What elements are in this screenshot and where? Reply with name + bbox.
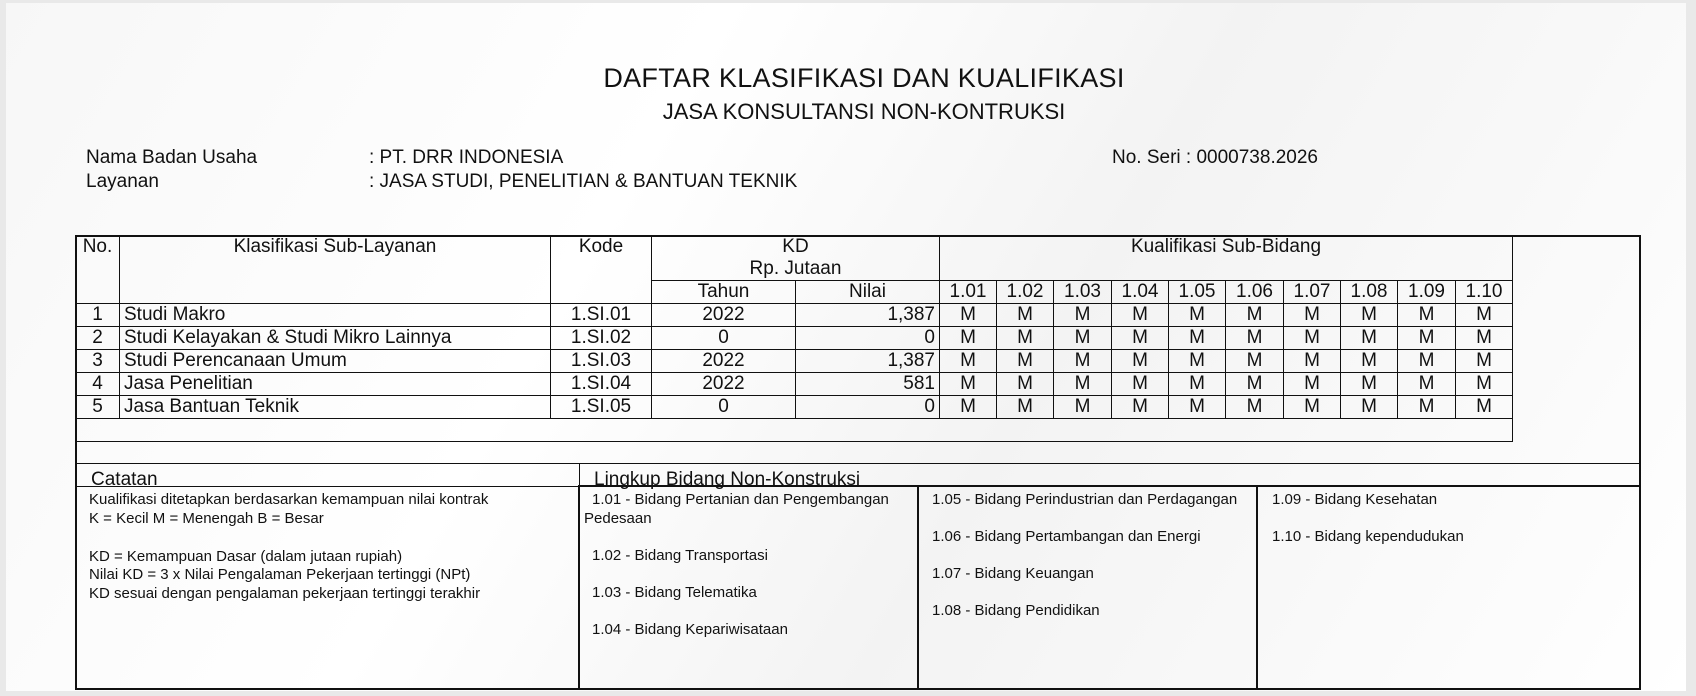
header-nilai: Nilai	[796, 281, 940, 304]
row-klasifikasi: Jasa Penelitian	[120, 373, 551, 396]
header-subbidang-code: 1.09	[1398, 281, 1456, 304]
table-row	[76, 327, 1513, 350]
row-kualifikasi: M	[1169, 373, 1226, 396]
header-subbidang-code: 1.03	[1054, 281, 1112, 304]
header-subbidang-code: 1.02	[997, 281, 1054, 304]
lingkup-item: 1.05 - Bidang Perindustrian dan Perdagangan	[932, 491, 1238, 508]
row-nilai: 1,387	[796, 350, 940, 373]
row-kualifikasi: M	[1398, 304, 1456, 327]
table-row	[76, 350, 1513, 373]
row-kualifikasi: M	[940, 304, 997, 327]
row-kualifikasi: M	[940, 327, 997, 350]
row-kualifikasi: M	[1112, 304, 1169, 327]
row-kualifikasi: M	[1169, 304, 1226, 327]
table-row	[76, 396, 1513, 419]
row-kualifikasi: M	[1341, 304, 1398, 327]
layanan-label: Layanan	[86, 171, 159, 192]
row-kualifikasi: M	[1456, 327, 1513, 350]
row-kode: 1.SI.02	[551, 327, 652, 350]
row-kode: 1.SI.04	[551, 373, 652, 396]
header-subbidang-code: 1.01	[940, 281, 997, 304]
catatan-title: Catatan	[91, 469, 158, 490]
lingkup-item: 1.07 - Bidang Keuangan	[932, 565, 1094, 582]
row-kode: 1.SI.05	[551, 396, 652, 419]
lingkup-item: 1.01 - Bidang Pertanian dan Pengembangan	[592, 491, 889, 508]
row-klasifikasi: Studi Perencanaan Umum	[120, 350, 551, 373]
row-kualifikasi: M	[1054, 373, 1112, 396]
header-kd-unit: Rp. Jutaan	[652, 258, 940, 281]
row-kualifikasi: M	[1398, 373, 1456, 396]
row-kualifikasi: M	[1456, 350, 1513, 373]
spacer-row	[76, 419, 1513, 442]
row-kualifikasi: M	[1112, 350, 1169, 373]
row-tahun: 2022	[652, 350, 796, 373]
row-nilai: 1,387	[796, 304, 940, 327]
row-kualifikasi: M	[1112, 327, 1169, 350]
lingkup-item: 1.06 - Bidang Pertambangan dan Energi	[932, 528, 1201, 545]
lingkup-col3-box	[1256, 485, 1641, 690]
row-klasifikasi: Studi Kelayakan & Studi Mikro Lainnya	[120, 327, 551, 350]
header-klasifikasi: Klasifikasi Sub-Layanan	[120, 236, 551, 304]
row-kualifikasi: M	[1112, 373, 1169, 396]
table-row	[76, 373, 1513, 396]
row-number: 3	[76, 350, 120, 373]
row-tahun: 2022	[652, 373, 796, 396]
header-kualifikasi: Kualifikasi Sub-Bidang	[940, 236, 1513, 281]
row-kualifikasi: M	[1169, 327, 1226, 350]
header-tahun: Tahun	[652, 281, 796, 304]
row-kualifikasi: M	[1226, 327, 1284, 350]
header-no: No.	[76, 236, 120, 304]
row-kualifikasi: M	[1398, 350, 1456, 373]
notes-section	[75, 463, 1641, 690]
row-kualifikasi: M	[1341, 373, 1398, 396]
header-kode: Kode	[551, 236, 652, 304]
row-kode: 1.SI.03	[551, 350, 652, 373]
row-klasifikasi: Studi Makro	[120, 304, 551, 327]
row-kualifikasi: M	[940, 373, 997, 396]
nama-badan-usaha-value: : PT. DRR INDONESIA	[369, 147, 564, 168]
lingkup-col2-box	[917, 485, 1258, 690]
row-kualifikasi: M	[1456, 373, 1513, 396]
nama-badan-usaha-label: Nama Badan Usaha	[86, 147, 258, 168]
row-nilai: 581	[796, 373, 940, 396]
catatan-line: K = Kecil M = Menengah B = Besar	[89, 510, 324, 527]
lingkup-item: 1.02 - Bidang Transportasi	[592, 547, 768, 564]
row-kualifikasi: M	[1054, 304, 1112, 327]
catatan-line: KD = Kemampuan Dasar (dalam jutaan rupiah)	[89, 548, 403, 565]
row-kualifikasi: M	[997, 327, 1054, 350]
lingkup-item: 1.04 - Bidang Kepariwisataan	[592, 621, 788, 638]
lingkup-item: Pedesaan	[584, 510, 652, 527]
row-nilai: 0	[796, 396, 940, 419]
lingkup-item: 1.09 - Bidang Kesehatan	[1272, 491, 1438, 508]
row-kualifikasi: M	[997, 304, 1054, 327]
row-kode: 1.SI.01	[551, 304, 652, 327]
nomor-seri: No. Seri : 0000738.2026	[1112, 147, 1318, 168]
row-kualifikasi: M	[997, 350, 1054, 373]
header-subbidang-code: 1.04	[1112, 281, 1169, 304]
row-kualifikasi: M	[1284, 327, 1341, 350]
document-title: DAFTAR KLASIFIKASI DAN KUALIFIKASI	[603, 63, 1125, 93]
row-kualifikasi: M	[1054, 327, 1112, 350]
row-number: 2	[76, 327, 120, 350]
row-tahun: 0	[652, 327, 796, 350]
lingkup-item: 1.08 - Bidang Pendidikan	[932, 602, 1100, 619]
row-number: 5	[76, 396, 120, 419]
classification-table	[75, 235, 1513, 442]
row-kualifikasi: M	[1169, 396, 1226, 419]
catatan-line: Nilai KD = 3 x Nilai Pengalaman Pekerjaan tertinggi (NPt)	[89, 566, 471, 583]
row-kualifikasi: M	[1226, 396, 1284, 419]
row-tahun: 2022	[652, 304, 796, 327]
row-kualifikasi: M	[1398, 327, 1456, 350]
header-subbidang-code: 1.06	[1226, 281, 1284, 304]
layanan-value: : JASA STUDI, PENELITIAN & BANTUAN TEKNIK	[369, 171, 798, 192]
row-kualifikasi: M	[1284, 373, 1341, 396]
row-kualifikasi: M	[1226, 350, 1284, 373]
row-kualifikasi: M	[1341, 327, 1398, 350]
row-klasifikasi: Jasa Bantuan Teknik	[120, 396, 551, 419]
document-subtitle: JASA KONSULTANSI NON-KONTRUKSI	[662, 99, 1066, 124]
row-kualifikasi: M	[997, 396, 1054, 419]
row-kualifikasi: M	[1226, 304, 1284, 327]
row-nilai: 0	[796, 327, 940, 350]
row-number: 1	[76, 304, 120, 327]
row-kualifikasi: M	[997, 373, 1054, 396]
lingkup-item: 1.03 - Bidang Telematika	[592, 584, 757, 601]
header-subbidang-code: 1.08	[1341, 281, 1398, 304]
table-row	[76, 304, 1513, 327]
catatan-line: Kualifikasi ditetapkan berdasarkan kemampuan nilai kontrak	[89, 491, 489, 508]
row-kualifikasi: M	[940, 350, 997, 373]
row-kualifikasi: M	[1456, 396, 1513, 419]
catatan-line: KD sesuai dengan pengalaman pekerjaan tertinggi terakhir	[89, 585, 481, 602]
row-kualifikasi: M	[1226, 373, 1284, 396]
header-subbidang-code: 1.10	[1456, 281, 1513, 304]
lingkup-title: Lingkup Bidang Non-Konstruksi	[594, 469, 861, 490]
row-kualifikasi: M	[1054, 350, 1112, 373]
row-kualifikasi: M	[1456, 304, 1513, 327]
row-kualifikasi: M	[1398, 396, 1456, 419]
row-kualifikasi: M	[1341, 350, 1398, 373]
row-kualifikasi: M	[1112, 396, 1169, 419]
row-kualifikasi: M	[1284, 396, 1341, 419]
row-kualifikasi: M	[1054, 396, 1112, 419]
row-kualifikasi: M	[940, 396, 997, 419]
row-number: 4	[76, 373, 120, 396]
row-tahun: 0	[652, 396, 796, 419]
table-body	[76, 304, 1513, 419]
lingkup-item: 1.10 - Bidang kependudukan	[1272, 528, 1464, 545]
row-kualifikasi: M	[1169, 350, 1226, 373]
header-subbidang-code: 1.07	[1284, 281, 1341, 304]
row-kualifikasi: M	[1284, 350, 1341, 373]
header-kd: KD	[652, 236, 940, 259]
document-page	[6, 3, 1686, 691]
row-kualifikasi: M	[1284, 304, 1341, 327]
row-kualifikasi: M	[1341, 396, 1398, 419]
header-subbidang-code: 1.05	[1169, 281, 1226, 304]
